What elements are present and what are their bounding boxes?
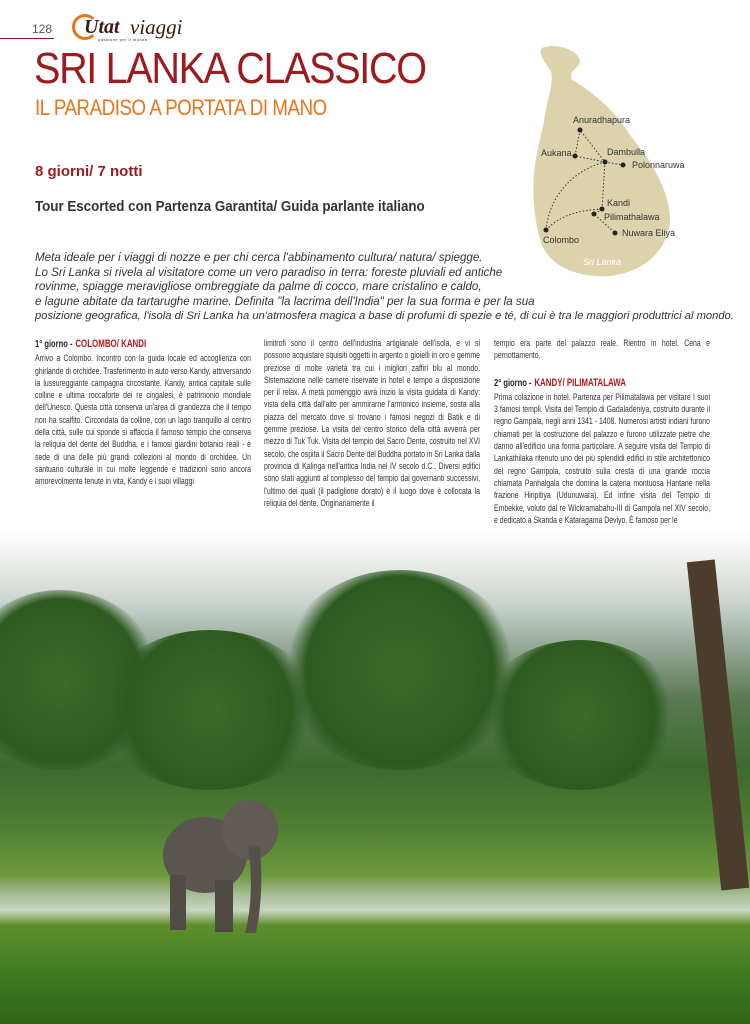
map-label: Anuradhapura	[573, 115, 631, 125]
day-label: 2° giorno -	[494, 376, 532, 389]
map-label: Nuwara Eliya	[622, 228, 676, 238]
map-label: Colombo	[543, 235, 580, 245]
tree	[280, 570, 520, 770]
map-label: Pilimathalawa	[604, 212, 660, 222]
tree	[480, 640, 680, 790]
day-1-text-end: tempio era parte del palazzo reale. Rientro in hotel. Cena e pernottamento.	[494, 338, 710, 362]
text-column-2	[264, 338, 480, 510]
day-route: COLOMBO/ KANDI	[75, 338, 147, 350]
page-title: SRI LANKA CLASSICO	[34, 44, 426, 93]
sri-lanka-map	[520, 40, 750, 280]
intro-line: rovinme, spiagge meravigliose ombreggiate da palme di cocco, mare cristalino e caldo,	[35, 280, 482, 294]
text-column-3	[494, 338, 710, 527]
day-2-heading	[494, 377, 710, 389]
map-label: Aukana	[541, 148, 572, 158]
logo-tagline: passione per il mondo	[98, 37, 148, 42]
tour-type: Tour Escorted con Partenza Garantita/ Guida parlante italiano	[35, 199, 425, 215]
intro-line: e lagune abitate da tartarughe marine. Definita "la lacrima dell'India" per la sua forma e per la sua	[35, 294, 535, 308]
page-number: 128	[32, 22, 53, 36]
map-label: Kandi	[607, 198, 631, 208]
elephant-landscape-photo	[0, 530, 750, 1024]
text-column-1	[35, 338, 251, 489]
tree	[100, 630, 320, 790]
day-1-text-cont: limitrofi sono il centro dell'industria artigianale dell'isola, e vi si possono acquistare squisiti oggetti in argento o gioielli in oro e gemme preziose di molte varietà tra cui i migliori zaffiri blu al mondo. Sistemazione nelle camere riservate in hotel e tempo a disposizione per il relax. A metà pomeriggio avrà inizio la visita guidata di Kandy: vista della città dall'alto per ammirarne l'armonico insieme, sosta alla piazza del mercato dove si trovano i famosi negozi di Batik e di gemme preziose. La visita del centro storico della città avverrà per mezzo di Tuk Tuk. Visita del tempio del Sacro Dente, costruito nel XVI secolo, che ospita il Sacro Dente del Buddha portato in Sri Lanka dalla provincia di Kalinga nell'antica India nel IV secolo d.C.. Diversi edifici sono stati aggiunti al complesso del tempio dai governanti successivi, l'ultimo dei quali (il padiglione dorato) è il luogo dove è collocata la reliquia del dente. Originariamente il	[264, 338, 480, 509]
day-1-text: Arrivo a Colombo. Incontro con la guida locale ed accoglienza con ghirlande di orchidee. Trasferimento in auto verso Kandy, attrversando la lussureggiante campagna circostante. Kandy, antica capitale sulle colline e ultima roccaforte dei re cingalesi, è patrimonio mondiale dell'Unesco. Questa città conserva un'area di grandezza che il tempo non ha scalfito. Circondata da colline, con un lago tranquillo al centro della città, sulle cui sponde si affaccia il famoso tempio che conserva la reliquia del dente del Buddha, e i famosi giardini botanici reali - è sede di una delle più grandi collezioni al mondo di orchidee. Un santuario culturale in cui molte leggende e tradizioni sono ancora amorevolmente tenute in vita, Kandy e i suoi villaggi	[35, 353, 252, 488]
intro-line: Meta ideale per i viaggi di nozze e per chi cerca l'abbinamento cultura/ natura/ spiegge.	[35, 251, 483, 264]
intro-line: posizione geografica, l'isola di Sri Lanka ha un'atmosfera magica a base di profumi di spezie e té, di cui è tra le maggiori produttrici al mondo.	[35, 310, 734, 323]
day-route: KANDY/ PILIMATALAWA	[534, 376, 627, 389]
logo-suffix: viaggi	[130, 15, 183, 39]
duration: 8 giorni/ 7 notti	[35, 163, 143, 180]
map-label: Polonnaruwa	[632, 160, 685, 170]
map-label: Dambulla	[607, 147, 646, 157]
dead-tree-trunk	[687, 559, 749, 890]
intro-line: Lo Sri Lanka si rivela al visitatore come un vero paradiso in terra: foreste pluviali ed antiche	[35, 265, 503, 279]
day-2-text: Prima colazione in hotel. Partenza per Pilimatalawa per visitare I suoi 3 famosi templi. Visita del Tempio di Gadaladeniya, costruito durante il regno Gampala, negli anni 1341 - 1408. Numerosi artisti indiani furono chiamati per la costruzione del palazzo e furono utilizzate pietre che danno all'edificio una forma particolare. A seguire visita del Tempio di Lankathilaka ritenuto uno dei più splendidi edifici in stile architettonico del regno Gampola, costruito sulla cresta di una grande roccia chiamata Panhalgala che domina la catena montuosa Hantane nella frazione Hiripitiya (Udunuwara). Ed infine visita del Tempio di Embekke, voluto dal re Wickramabahu-III di Gampola nel XIV secolo, e dedicato a Skanda e Kataragama Deviyo. È famoso per le	[494, 391, 710, 526]
map-country-label: Sri Lanka	[583, 257, 622, 267]
page-subtitle: IL PARADISO A PORTATA DI MANO	[35, 95, 327, 120]
elephant	[160, 785, 290, 935]
logo-brand: Utat	[84, 16, 120, 38]
utat-viaggi-logo	[72, 14, 202, 44]
day-label: 1° giorno -	[35, 338, 73, 350]
day-1-heading	[35, 338, 251, 350]
header-rule	[0, 38, 54, 39]
